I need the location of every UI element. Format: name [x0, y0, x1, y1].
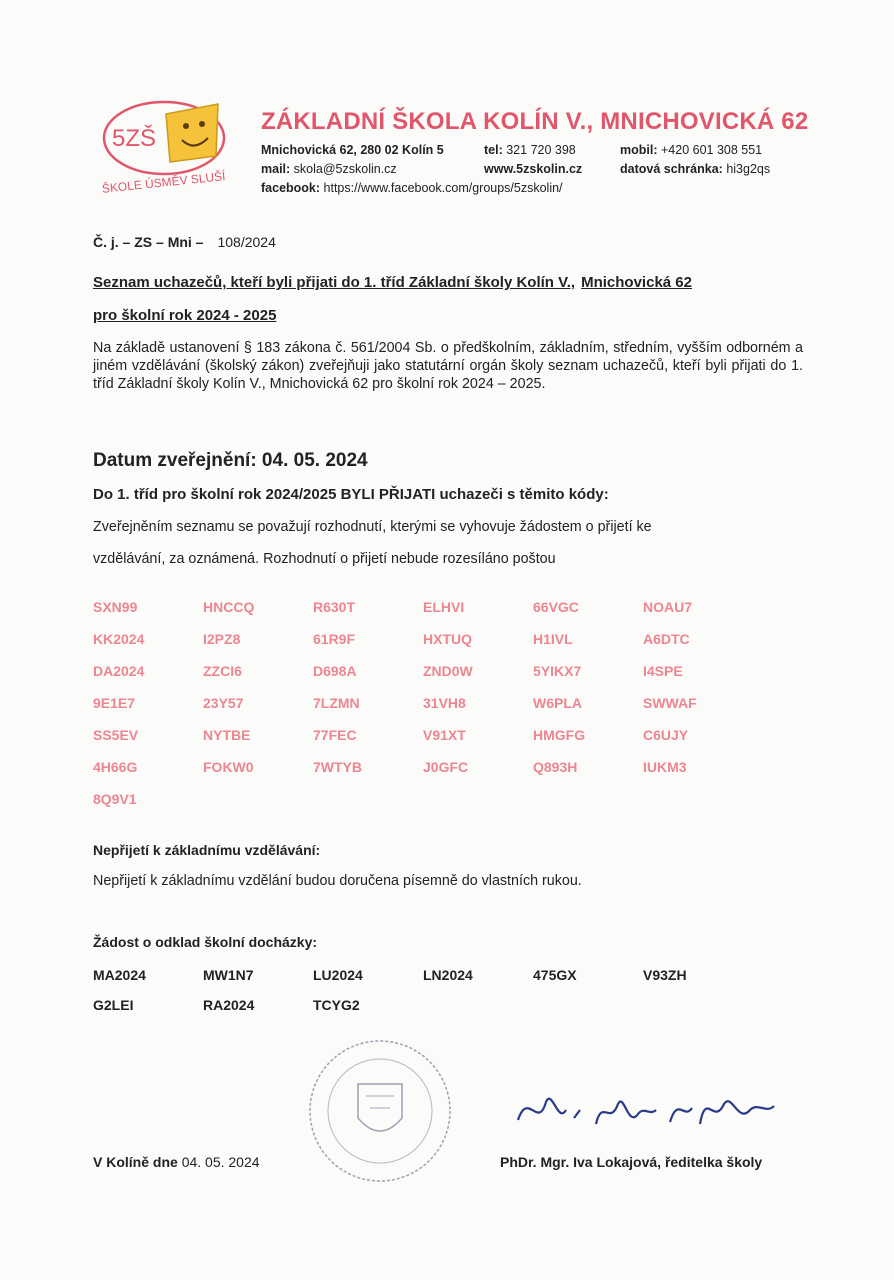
school-logo — [98, 96, 238, 196]
logo-text: 5ZŠ — [112, 125, 157, 152]
admitted-codes-grid — [93, 597, 813, 809]
contact-databox: datová schránka: hi3g2qs — [620, 162, 771, 176]
deferral-code: G2LEI — [93, 997, 134, 1013]
school-stamp — [300, 1036, 460, 1186]
admitted-code: 23Y57 — [203, 695, 244, 711]
admitted-code: SXN99 — [93, 599, 138, 615]
admitted-code: 8Q9V1 — [93, 791, 137, 807]
admitted-note: vzdělávání, za oznámená. Rozhodnutí o přijetí nebude rozesíláno poštou — [93, 551, 556, 567]
admitted-code: IUKM3 — [643, 759, 687, 775]
logo-motto: ŠKOLE ÚSMĚV SLUŠÍ — [101, 168, 227, 196]
admitted-code: D698A — [313, 663, 357, 679]
admitted-code: HMGFG — [533, 727, 586, 743]
admitted-code: 31VH8 — [423, 695, 466, 711]
admitted-code: J0GFC — [423, 759, 469, 775]
reference-number: Č. j. – ZS – Mni – 108/2024 — [93, 234, 276, 250]
admitted-code: HXTUQ — [423, 631, 472, 647]
contact-tel: tel: 321 720 398 — [484, 143, 576, 157]
admitted-code: 61R9F — [313, 631, 356, 647]
admitted-code: DA2024 — [93, 663, 145, 679]
contact-mobile: mobil: +420 601 308 551 — [620, 143, 763, 157]
deferral-code: RA2024 — [203, 997, 255, 1013]
admitted-code: ZZCI6 — [203, 663, 242, 679]
admitted-code: C6UJY — [643, 727, 689, 743]
admitted-code: 66VGC — [533, 599, 579, 615]
document-subtitle: pro školní rok 2024 - 2025 — [93, 307, 277, 324]
admitted-code: HNCCQ — [203, 599, 255, 615]
deferral-code: LN2024 — [423, 967, 473, 983]
deferral-code: TCYG2 — [313, 997, 360, 1013]
school-name: ZÁKLADNÍ ŠKOLA KOLÍN V., MNICHOVICKÁ 62 — [261, 108, 809, 135]
admitted-code: 7WTYB — [313, 759, 362, 775]
deferral-codes-grid — [93, 965, 813, 1015]
rejection-text: Nepřijetí k základnímu vzdělání budou doručena písemně do vlastních rukou. — [93, 873, 582, 889]
deferral-code: 475GX — [533, 967, 577, 983]
deferral-heading: Žádost o odklad školní docházky: — [93, 934, 318, 950]
admitted-code: SS5EV — [93, 727, 139, 743]
rejection-heading: Nepřijetí k základnímu vzdělávání: — [93, 842, 321, 858]
admitted-code: R630T — [313, 599, 356, 615]
deferral-code: V93ZH — [643, 967, 687, 983]
document-title: Seznam uchazečů, kteří byli přijati do 1. tříd Základní školy Kolín V., Mnichovická 62 — [93, 274, 692, 291]
admitted-code: 7LZMN — [313, 695, 360, 711]
admitted-code: 77FEC — [313, 727, 357, 743]
contact-address: Mnichovická 62, 280 02 Kolín 5 — [261, 143, 444, 157]
signer-name: PhDr. Mgr. Iva Lokajová, ředitelka školy — [500, 1154, 763, 1170]
admitted-code: 4H66G — [93, 759, 138, 775]
admitted-code: A6DTC — [643, 631, 690, 647]
admitted-code: NYTBE — [203, 727, 251, 743]
contact-facebook: facebook: https://www.facebook.com/groups/5zskolin/ — [261, 181, 563, 195]
admitted-code: V91XT — [423, 727, 466, 743]
admitted-code: NOAU7 — [643, 599, 693, 615]
admitted-note: Zveřejněním seznamu se považují rozhodnutí, kterými se vyhovuje žádostem o přijetí ke — [93, 519, 652, 535]
admitted-code: ELHVI — [423, 599, 465, 615]
admitted-code: 5YIKX7 — [533, 663, 582, 679]
admitted-code: KK2024 — [93, 631, 145, 647]
admitted-code: SWWAF — [643, 695, 697, 711]
deferral-code: LU2024 — [313, 967, 363, 983]
admitted-code: W6PLA — [533, 695, 582, 711]
admitted-code: I4SPE — [643, 663, 683, 679]
contact-mail: mail: skola@5zskolin.cz — [261, 162, 397, 176]
admitted-code: H1IVL — [533, 631, 573, 647]
deferral-code: MW1N7 — [203, 967, 254, 983]
intro-paragraph: Na základě ustanovení § 183 zákona č. 561/2004 Sb. o předškolním, základním, středním, vyšším odborném a jiném vzdělávání (školský zákon) zveřejňuji jako statutární orgán školy seznam uchazečů, kteří byli přijati do 1. tříd Základní školy Kolín V., Mnichovická 62 pro školní rok 2024 – 2025. — [93, 340, 803, 392]
deferral-code: MA2024 — [93, 967, 146, 983]
signature — [510, 1080, 780, 1140]
place-and-date: V Kolíně dne 04. 05. 2024 — [93, 1154, 260, 1170]
admitted-code: FOKW0 — [203, 759, 254, 775]
admitted-code: 9E1E7 — [93, 695, 136, 711]
admitted-code: ZND0W — [423, 663, 473, 679]
publication-date: Datum zveřejnění: 04. 05. 2024 — [93, 450, 368, 471]
admitted-heading: Do 1. tříd pro školní rok 2024/2025 BYLI PŘIJATI uchazeči s těmito kódy: — [93, 486, 609, 503]
admitted-code: I2PZ8 — [203, 631, 241, 647]
admitted-code: Q893H — [533, 759, 578, 775]
contact-web: www.5zskolin.cz — [484, 162, 583, 176]
